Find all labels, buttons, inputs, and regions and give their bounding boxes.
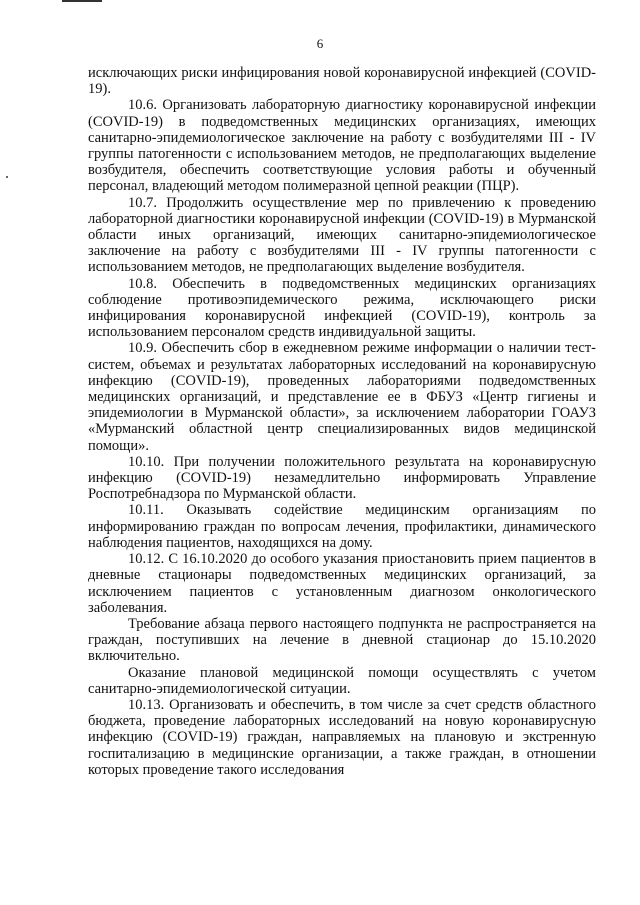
paragraph-10-9: 10.9. Обеспечить сбор в ежедневном режиме информации о наличии тест-систем, объемах и результатах лабораторных исследований на коронавирусную инфекцию (COVID-19), проведенных лабораториями подведомственных медицинских организаций, и представление ее в ФБУЗ «Центр гигиены и эпидемиологии в Мурманской области», за исключением лаборатории ГОАУЗ «Мурманский областной центр специализированных видов медицинской помощи». bbox=[88, 340, 596, 454]
page-number: 6 bbox=[316, 36, 324, 51]
paragraph-10-6: 10.6. Организовать лабораторную диагностику коронавирусной инфекции (COVID-19) в подведомственных медицинских организациях, имеющих санитарно-эпидемиологическое заключение на работу с возбудителями III - IV группы патогенности с использованием методов, не предполагающих выделение возбудителя, обеспечить соответствующие условия работы и обученный персонал, владеющий методом полимеразной цепной реакции (ПЦР). bbox=[88, 97, 596, 195]
paragraph-continuation: исключающих риски инфицирования новой коронавирусной инфекцией (COVID-19). bbox=[88, 65, 596, 98]
paragraph-requirement: Требование абзаца первого настоящего подпункта не распространяется на граждан, поступивших на лечение в дневной стационар до 15.10.2020 включительно. bbox=[88, 615, 596, 665]
top-rule bbox=[62, 0, 102, 2]
paragraph-planned-care: Оказание плановой медицинской помощи осуществлять с учетом санитарно-эпидемиологической ситуации. bbox=[88, 664, 596, 697]
paragraph-10-12: 10.12. С 16.10.2020 до особого указания приостановить прием пациентов в дневные стационары подведомственных медицинских организаций, за исключением пациентов с установленным диагнозом онкологического заболевания. bbox=[88, 551, 596, 616]
paragraph-10-8: 10.8. Обеспечить в подведомственных медицинских организациях соблюдение противоэпидемического режима, исключающего риски инфицирования коронавирусной инфекцией (COVID-19), контроль за использованием персоналом средств индивидуальной защиты. bbox=[88, 275, 596, 341]
margin-mark bbox=[6, 176, 8, 178]
paragraph-10-13: 10.13. Организовать и обеспечить, в том числе за счет средств областного бюджета, проведение лабораторных исследований на новую коронавирусную инфекцию (COVID-19) граждан, направляемых на плановую и экстренную госпитализацию в медицинские организации, а также граждан, в отношении которых проведение такого исследования bbox=[88, 696, 596, 778]
paragraph-10-11: 10.11. Оказывать содействие медицинским организациям по информированию граждан по вопросам лечения, профилактики, динамического наблюдения пациентов, находящихся на дому. bbox=[88, 502, 596, 551]
paragraph-10-10: 10.10. При получении положительного результата на коронавирусную инфекцию (COVID-19) незамедлительно информировать Управление Роспотребнадзора по Мурманской области. bbox=[88, 453, 596, 503]
paragraph-10-7: 10.7. Продолжить осуществление мер по привлечению к проведению лабораторной диагностики коронавирусной инфекции (COVID-19) в Мурманской области иных организаций, имеющих санитарно-эпидемиологическое заключение на работу с возбудителями III - IV группы патогенности с использованием методов, не предполагающих выделение возбудителя. bbox=[88, 194, 596, 276]
document-body bbox=[88, 65, 596, 778]
